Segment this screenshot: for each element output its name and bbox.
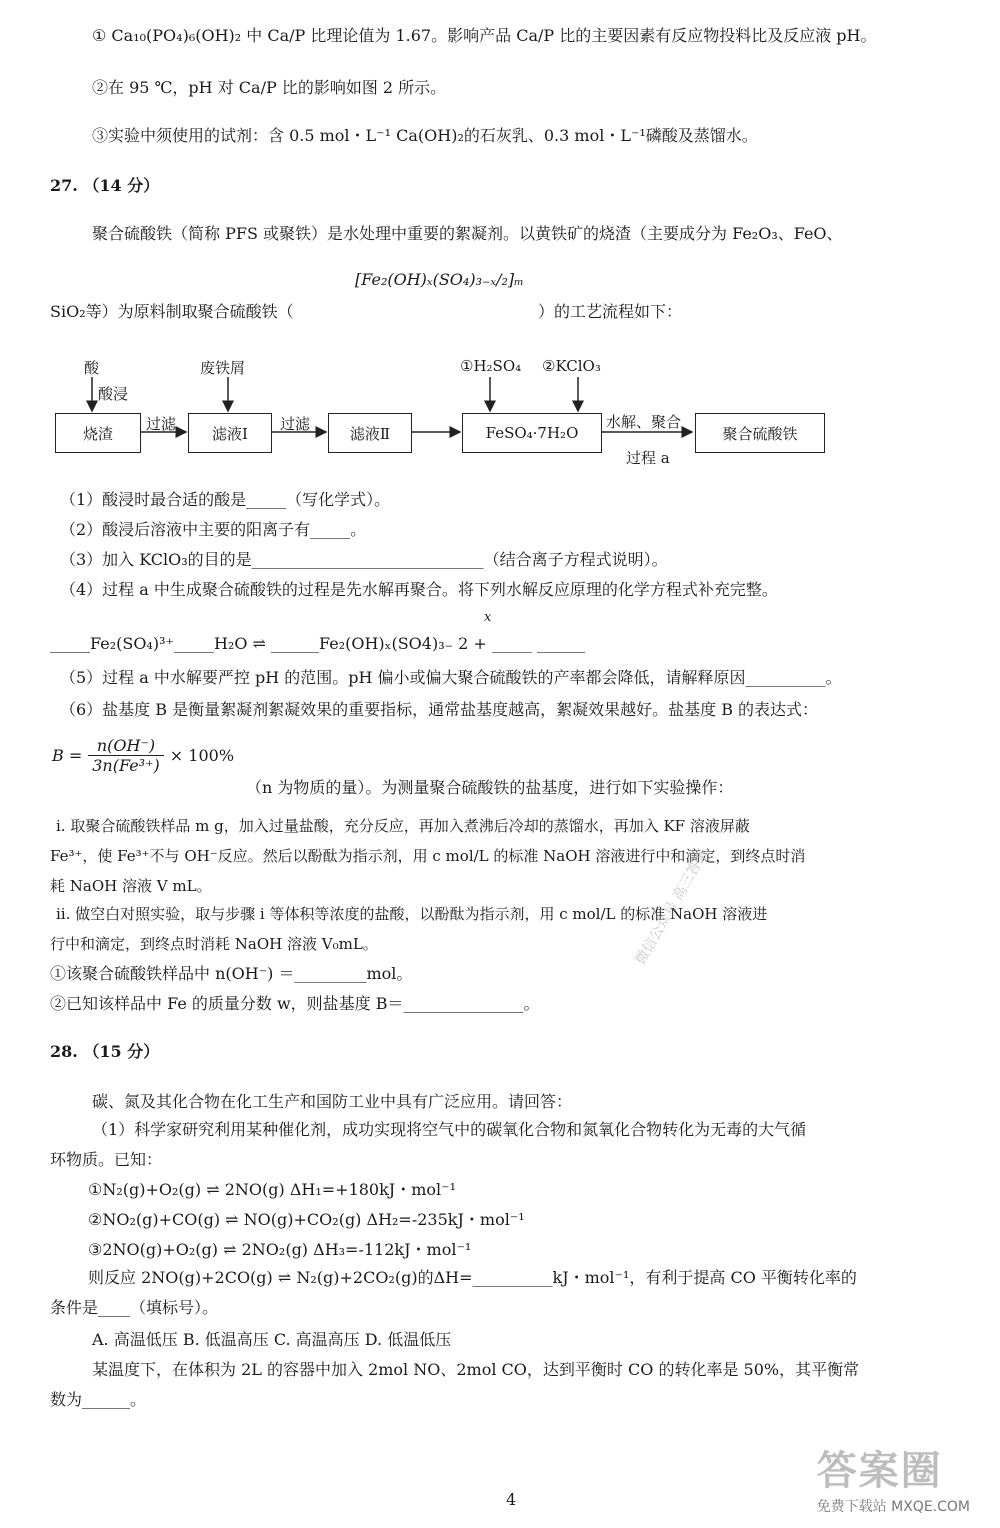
q27-intro-2a: SiO₂等）为原料制取聚合硫酸铁（ (50, 302, 294, 321)
question-part-4: （4）过程 a 中生成聚合硫酸铁的过程是先水解再聚合。将下列水解反应原理的化学方程式补充完整。 (60, 580, 778, 599)
q28-part-1-line-2: 环物质。已知： (50, 1150, 163, 1169)
flow-label-process-a: 过程 a (626, 449, 670, 467)
flow-label-filter-2: 过滤 (280, 415, 311, 433)
basicity-fraction (88, 736, 164, 775)
basicity-formula-lhs: B = (52, 746, 83, 765)
q28-equilibrium-line-1: 某温度下，在体积为 2L 的容器中加入 2mol NO、2mol CO，达到平衡时 CO 的转化率是 50%，其平衡常 (92, 1360, 860, 1379)
question-part-1: （1）酸浸时最合适的酸是_____（写化学式）。 (60, 490, 391, 509)
step-i-line-1: ⅰ. 取聚合硫酸铁样品 m g，加入过量盐酸，充分反应，再加入煮沸后冷却的蒸馏水，再加入 KF 溶液屏蔽 (56, 817, 750, 835)
q28-equilibrium-line-2: 数为______。 (50, 1390, 147, 1409)
step-i-line-2: Fe³⁺，使 Fe³⁺不与 OH⁻反应。然后以酚酞为指示剂，用 c mol/L 的标准 NaOH 溶液进行中和滴定，到终点时消 (50, 847, 806, 865)
basicity-numerator: n(OH⁻) (88, 736, 164, 756)
step-ii-line-2: 行中和滴定，到终点时消耗 NaOH 溶液 V₀mL。 (50, 935, 378, 953)
question-part-6: （6）盐基度 B 是衡量絮凝剂絮凝效果的重要指标，通常盐基度越高，絮凝效果越好。盐基度 B 的表达式： (60, 700, 819, 719)
q28-intro: 碳、氮及其化合物在化工生产和国防工业中具有广泛应用。请回答： (92, 1092, 573, 1111)
hydrolysis-equation: _____Fe₂(SO₄)³⁺_____H₂O ⇌ ______Fe₂(OH)ₓ(SO4)₃₋ 2 + _____ ______ (50, 634, 585, 653)
pfs-formula: [Fe₂(OH)ₓ(SO₄)₃₋ₓ/₂]ₘ (355, 270, 524, 289)
flow-label-filter-1: 过滤 (146, 415, 177, 433)
intro-line-3: ③实验中须使用的试剂：含 0.5 mol・L⁻¹ Ca(OH)₂的石灰乳、0.3 mol・L⁻¹磷酸及蒸馏水。 (92, 126, 758, 145)
basicity-formula (52, 736, 234, 775)
q28-part-1-line-1: （1）科学家研究利用某种催化剂，成功实现将空气中的碳氧化合物和氮氧化合物转化为无毒的大气循 (92, 1120, 807, 1139)
intro-line-2: ②在 95 ℃，pH 对 Ca/P 比的影响如图 2 所示。 (92, 78, 447, 97)
question-part-5: （5）过程 a 中水解要严控 pH 的范围。pH 偏小或偏大聚合硫酸铁的产率都会降低，请解释原因__________。 (60, 668, 842, 687)
flow-label-h2so4: ①H₂SO₄ (460, 357, 522, 375)
logo-sub-text: 免费下载站 MXQE.COM (816, 1499, 970, 1515)
equation-x-numerator: x (484, 610, 492, 625)
thermo-equation-3: ③2NO(g)+O₂(g) ⇌ 2NO₂(g) ΔH₃=-112kJ・mol⁻¹ (88, 1240, 472, 1259)
q27-intro-2b: ）的工艺流程如下： (538, 302, 683, 321)
box-pfs: 聚合硫酸铁 (695, 413, 825, 453)
step-ii-line-1: ⅱ. 做空白对照实验，取与步骤 i 等体积等浓度的盐酸，以酚酞为指示剂，用 c mol/L 的标准 NaOH 溶液进 (56, 905, 768, 923)
box-feso4: FeSO₄·7H₂O (462, 413, 602, 453)
q27-intro-1: 聚合硫酸铁（简称 PFS 或聚铁）是水处理中重要的絮凝剂。以黄铁矿的烧渣（主要成分为 Fe₂O₃、FeO、 (92, 224, 843, 243)
thermo-equation-1: ①N₂(g)+O₂(g) ⇌ 2NO(g) ΔH₁=+180kJ・mol⁻¹ (88, 1180, 457, 1199)
flow-label-scrap: 废铁屑 (200, 359, 246, 377)
intro-line-1: ① Ca₁₀(PO₄)₆(OH)₂ 中 Ca/P 比理论值为 1.67。影响产品 Ca/P 比的主要因素有反应物投料比及反应液 pH。 (92, 26, 877, 45)
wechat-watermark: 微信公众号 高三答案 (632, 846, 712, 968)
q28-condition-line: 条件是____（填标号）。 (50, 1298, 219, 1317)
question-27-heading: 27. （14 分） (50, 176, 160, 195)
box-filtrate-2: 滤液Ⅱ (328, 413, 412, 453)
step-i-line-3: 耗 NaOH 溶液 V mL。 (50, 877, 212, 895)
basicity-denominator: 3n(Fe³⁺) (92, 756, 160, 775)
flow-label-leach: 酸浸 (98, 385, 129, 403)
site-logo-watermark (817, 1439, 970, 1516)
q28-options: A. 高温低压 B. 低温高压 C. 高温高压 D. 低温低压 (92, 1330, 452, 1349)
page-number: 4 (506, 1490, 517, 1509)
thermo-equation-2: ②NO₂(g)+CO(g) ⇌ NO(g)+CO₂(g) ΔH₂=-235kJ・mol⁻¹ (88, 1210, 525, 1229)
question-28-heading: 28. （15 分） (50, 1042, 160, 1061)
process-flow-diagram (50, 355, 830, 475)
flow-label-hydrolysis: 水解、聚合 (606, 413, 682, 431)
logo-main-text: 答案圈 (816, 1448, 943, 1494)
basicity-note: （n 为物质的量）。为测量聚合硫酸铁的盐基度，进行如下实验操作： (246, 778, 734, 797)
question-part-3: （3）加入 KClO₃的目的是_____________________________（结合离子方程式说明）。 (60, 550, 668, 569)
flow-label-kclo3: ②KClO₃ (542, 357, 601, 375)
flow-label-acid: 酸 (84, 359, 100, 377)
sub-question-2: ②已知该样品中 Fe 的质量分数 w，则盐基度 B＝_______________。 (50, 994, 540, 1013)
box-filtrate-1: 滤液Ⅰ (188, 413, 272, 453)
basicity-formula-rhs: × 100% (169, 746, 235, 765)
box-cinder: 烧渣 (55, 413, 141, 453)
q28-target-reaction: 则反应 2NO(g)+2CO(g) ⇌ N₂(g)+2CO₂(g)的ΔH=__________kJ・mol⁻¹，有利于提高 CO 平衡转化率的 (88, 1268, 857, 1287)
question-part-2: （2）酸浸后溶液中主要的阳离子有_____。 (60, 520, 367, 539)
sub-question-1: ①该聚合硫酸铁样品中 n(OH⁻) ＝_________mol。 (50, 964, 413, 983)
